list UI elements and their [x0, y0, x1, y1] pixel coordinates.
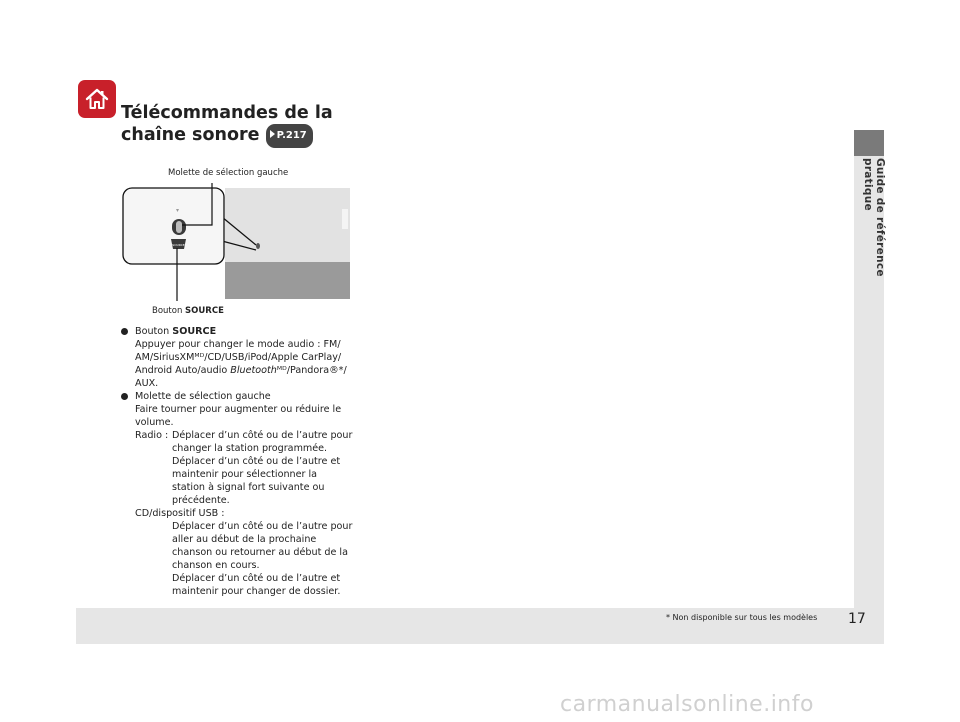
item1-line3: [121, 364, 361, 377]
home-icon: [83, 85, 111, 113]
footnote: * Non disponible sur tous les modèles: [666, 613, 818, 622]
cd-line6: maintenir pour changer de dossier.: [172, 586, 341, 597]
cd-line2: aller au début de la prochaine: [172, 534, 317, 545]
item1-line4: AUX.: [135, 378, 159, 389]
home-button[interactable]: [78, 80, 116, 118]
svg-text:SOURCE: SOURCE: [172, 243, 185, 247]
page-title: [121, 102, 333, 148]
callout-source-bold: SOURCE: [185, 306, 224, 316]
radio-text-1: Déplacer d’un côté ou de l’autre pour: [172, 430, 353, 441]
item1-line2: AM/SiriusXMᴹᴰ/CD/USB/iPod/Apple CarPlay/: [135, 352, 342, 363]
item2-line1: Faire tourner pour augmenter ou réduire le: [135, 404, 342, 415]
side-tab-marker: [854, 130, 884, 156]
item1-line3a: Android Auto/audio: [135, 365, 231, 376]
cd-label: CD/dispositif USB :: [135, 508, 225, 519]
page-number: 17: [848, 611, 866, 627]
title-line-2: chaîne sonore: [121, 125, 260, 145]
bullet-icon: [121, 393, 128, 400]
callout-source-button: [152, 306, 224, 316]
item1-line3c: ᴹᴰ/Pandora®*/: [276, 365, 347, 376]
bullet-icon: [121, 328, 128, 335]
item-source-button: [121, 325, 361, 338]
radio-line2: changer la station programmée.: [172, 443, 328, 454]
item1-line3b: Bluetooth: [230, 365, 277, 376]
steering-wheel-figure: [118, 183, 350, 301]
cd-line5: Déplacer d’un côté ou de l’autre et: [172, 573, 341, 584]
sidebar-label: Guide de référence pratique: [862, 158, 886, 277]
arrow-icon: [270, 130, 275, 138]
cd-line1: Déplacer d’un côté ou de l’autre pour: [172, 521, 353, 532]
radio-label: Radio :: [135, 430, 169, 441]
radio-line5: station à signal fort suivante ou: [172, 482, 325, 493]
radio-line6: précédente.: [172, 495, 230, 506]
watermark: carmanualsonline.info: [560, 692, 814, 717]
item2-title: Molette de sélection gauche: [135, 391, 271, 402]
item-left-dial: [121, 390, 361, 403]
title-line-1: Télécommandes de la: [121, 103, 333, 123]
item2-line2: volume.: [135, 417, 174, 428]
body-text: [121, 325, 361, 598]
radio-line4: maintenir pour sélectionner la: [172, 469, 318, 480]
cd-line3: chanson ou retourner au début de la: [172, 547, 348, 558]
callout-source-prefix: Bouton: [152, 306, 186, 316]
radio-line1: [121, 429, 361, 442]
radio-line3: Déplacer d’un côté ou de l’autre et: [172, 456, 341, 467]
item1-line1: Appuyer pour changer le mode audio : FM/: [135, 339, 341, 350]
item1-bold: SOURCE: [172, 326, 217, 337]
callout-left-dial: Molette de sélection gauche: [168, 168, 289, 178]
page-reference-link[interactable]: [266, 124, 313, 148]
page-reference-label: P.217: [276, 130, 307, 141]
item1-prefix: Bouton: [135, 326, 173, 337]
cd-line4: chanson en cours.: [172, 560, 260, 571]
